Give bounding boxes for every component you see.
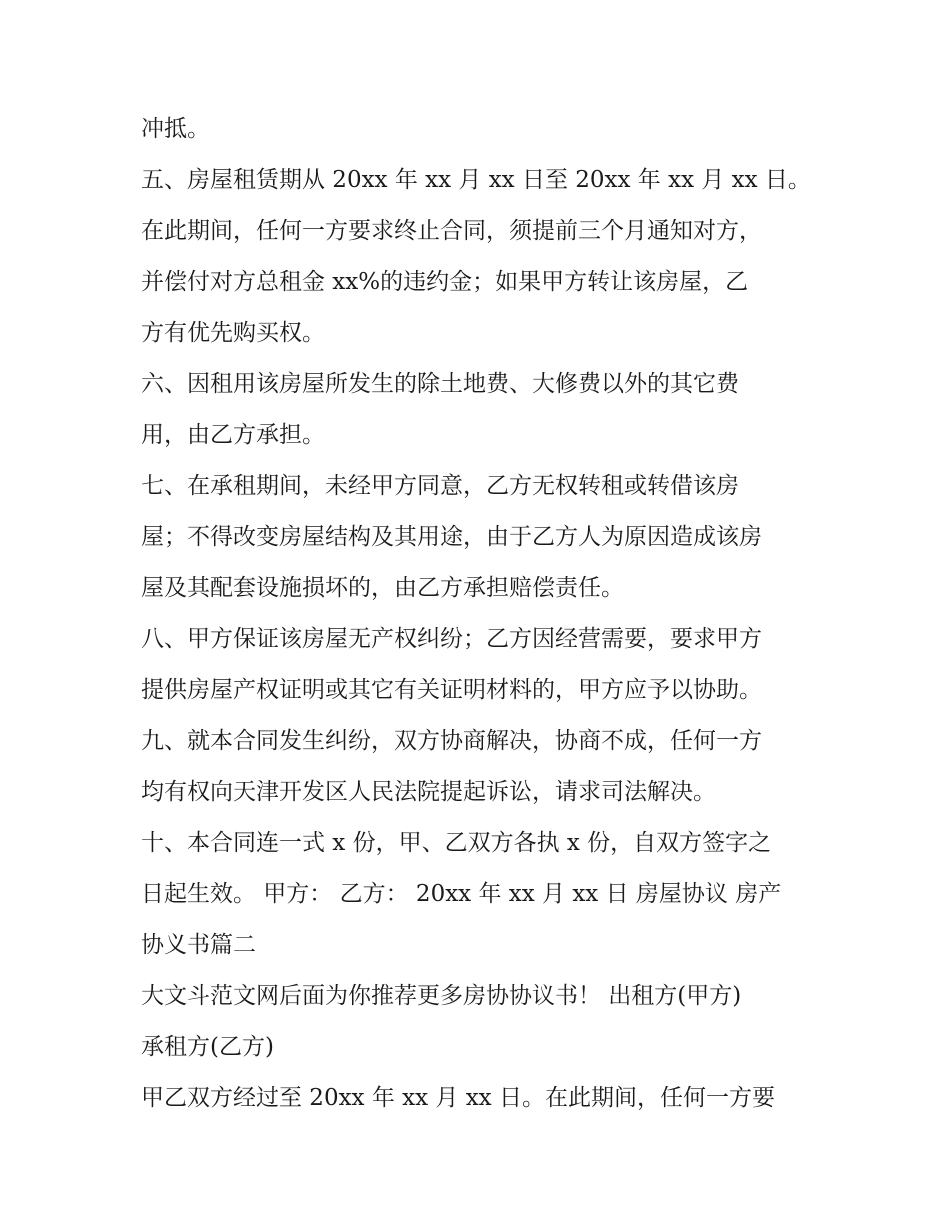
text-line: 六、因租用该房屋所发生的除土地费、大修费以外的其它费 bbox=[141, 371, 739, 397]
text-line: 日起生效。 甲方： 乙方： 20xx 年 xx 月 xx 日 房屋协议 房产 bbox=[141, 881, 782, 907]
text-line: 承租方(乙方) bbox=[141, 1034, 274, 1060]
text-line: 五、房屋租赁期从 20xx 年 xx 月 xx 日至 20xx 年 xx 月 xx 日。 bbox=[141, 167, 811, 193]
text-line: 方有优先购买权。 bbox=[141, 320, 325, 346]
text-line: 屋及其配套设施损坏的，由乙方承担赔偿责任。 bbox=[141, 575, 624, 601]
text-line: 冲抵。 bbox=[141, 116, 210, 142]
text-line: 大文斗范文网后面为你推荐更多房协协议书！ 出租方(甲方) bbox=[141, 983, 742, 1009]
text-line: 八、甲方保证该房屋无产权纠纷；乙方因经营需要，要求甲方 bbox=[141, 626, 762, 652]
text-line: 七、在承租期间，未经甲方同意，乙方无权转租或转借该房 bbox=[141, 473, 739, 499]
text-line: 在此期间，任何一方要求终止合同，须提前三个月通知对方， bbox=[141, 218, 762, 244]
text-line: 十、本合同连一式 x 份，甲、乙双方各执 x 份，自双方签字之 bbox=[141, 830, 772, 856]
text-line: 均有权向天津开发区人民法院提起诉讼，请求司法解决。 bbox=[141, 779, 716, 805]
text-line: 提供房屋产权证明或其它有关证明材料的，甲方应予以协助。 bbox=[141, 677, 762, 703]
text-line: 甲乙双方经过至 20xx 年 xx 月 xx 日。在此期间，任何一方要 bbox=[141, 1085, 775, 1111]
text-line: 协义书篇二 bbox=[141, 932, 256, 958]
text-line: 用，由乙方承担。 bbox=[141, 422, 325, 448]
text-line: 并偿付对方总租金 xx%的违约金；如果甲方转让该房屋，乙 bbox=[141, 269, 749, 295]
text-line: 屋；不得改变房屋结构及其用途，由于乙方人为原因造成该房 bbox=[141, 524, 762, 550]
text-line: 九、就本合同发生纠纷，双方协商解决，协商不成，任何一方 bbox=[141, 728, 762, 754]
